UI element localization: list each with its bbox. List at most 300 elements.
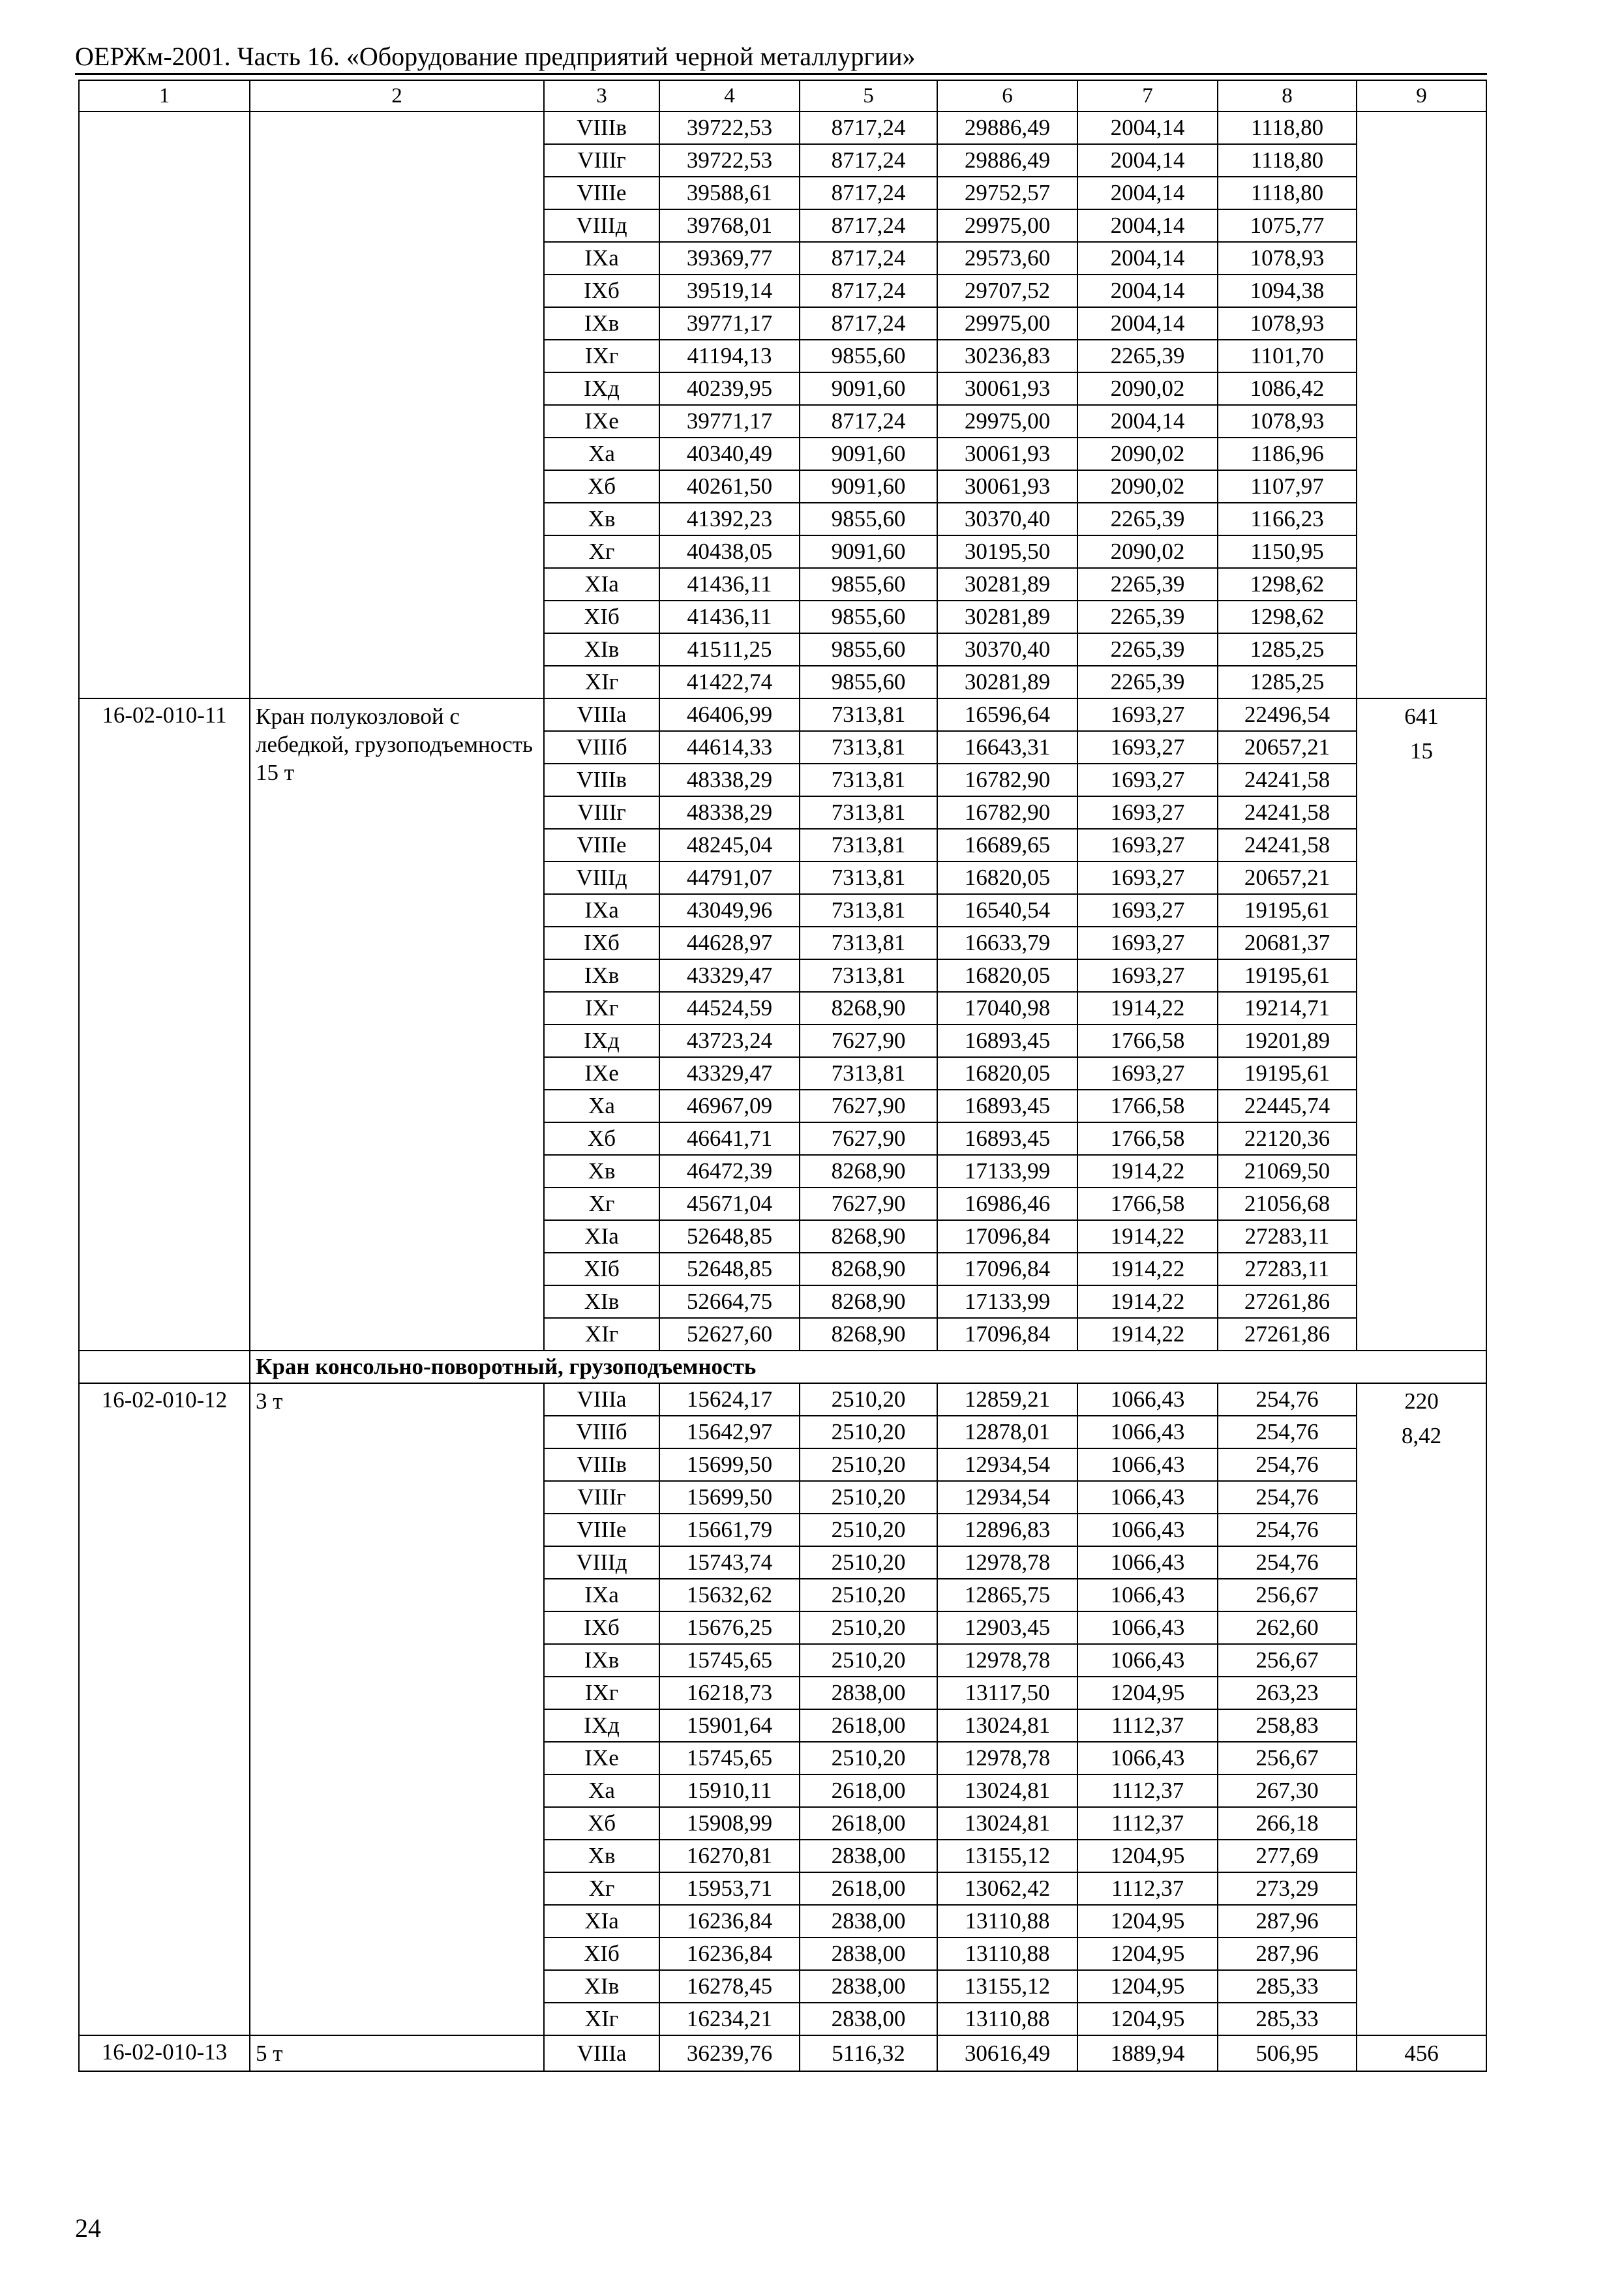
value-cell: 2004,14 bbox=[1077, 405, 1218, 438]
value-cell: 46641,71 bbox=[659, 1122, 800, 1155]
value-cell: 16820,05 bbox=[937, 1057, 1077, 1090]
value-cell: 2618,00 bbox=[800, 1872, 937, 1905]
value-cell: 16782,90 bbox=[937, 764, 1077, 796]
value-cell: 30061,93 bbox=[937, 438, 1077, 470]
value-cell: 41436,11 bbox=[659, 601, 800, 633]
table-body bbox=[79, 80, 1486, 2071]
value-cell: 2838,00 bbox=[800, 1905, 937, 1937]
value-cell: 52664,75 bbox=[659, 1285, 800, 1318]
value-cell: 1204,95 bbox=[1077, 1905, 1218, 1937]
value-cell: 52648,85 bbox=[659, 1253, 800, 1285]
zone-cell: IXв bbox=[544, 959, 659, 992]
value-cell: 2838,00 bbox=[800, 1937, 937, 1970]
page-header: ОЕРЖм-2001. Часть 16. «Оборудование предприятий черной металлургии» bbox=[75, 42, 916, 71]
extra-values bbox=[1357, 2035, 1486, 2071]
value-cell: 22445,74 bbox=[1218, 1090, 1357, 1122]
value-cell: 1204,95 bbox=[1077, 2003, 1218, 2035]
zone-cell: VIIIг bbox=[544, 144, 659, 177]
value-cell: 45671,04 bbox=[659, 1188, 800, 1220]
zone-cell: VIIIа bbox=[544, 698, 659, 731]
value-cell: 1693,27 bbox=[1077, 796, 1218, 829]
value-cell: 2618,00 bbox=[800, 1774, 937, 1807]
value-cell: 24241,58 bbox=[1218, 796, 1357, 829]
value-cell: 16820,05 bbox=[937, 861, 1077, 894]
zone-cell: XIг bbox=[544, 1318, 659, 1351]
value-cell: 9855,60 bbox=[800, 340, 937, 372]
value-cell: 20681,37 bbox=[1218, 927, 1357, 959]
zone-cell: IXг bbox=[544, 340, 659, 372]
value-cell: 9855,60 bbox=[800, 568, 937, 601]
value-cell: 287,96 bbox=[1218, 1937, 1357, 1970]
value-cell: 1118,80 bbox=[1218, 177, 1357, 209]
value-cell: 1101,70 bbox=[1218, 340, 1357, 372]
value-cell: 40340,49 bbox=[659, 438, 800, 470]
value-cell: 1766,58 bbox=[1077, 1090, 1218, 1122]
value-cell: 16218,73 bbox=[659, 1677, 800, 1709]
value-cell: 258,83 bbox=[1218, 1709, 1357, 1742]
value-cell: 1298,62 bbox=[1218, 601, 1357, 633]
value-cell: 1166,23 bbox=[1218, 503, 1357, 535]
value-cell: 39722,53 bbox=[659, 144, 800, 177]
value-cell: 1066,43 bbox=[1077, 1416, 1218, 1448]
value-cell: 20657,21 bbox=[1218, 861, 1357, 894]
value-cell: 19201,89 bbox=[1218, 1025, 1357, 1057]
zone-cell: XIг bbox=[544, 666, 659, 698]
value-cell: 1204,95 bbox=[1077, 1677, 1218, 1709]
value-cell: 8717,24 bbox=[800, 177, 937, 209]
value-cell: 1914,22 bbox=[1077, 992, 1218, 1025]
table-row bbox=[79, 698, 1486, 731]
value-cell: 2510,20 bbox=[800, 1742, 937, 1774]
value-cell: 8268,90 bbox=[800, 992, 937, 1025]
value-cell: 1107,97 bbox=[1218, 470, 1357, 503]
value-cell: 13117,50 bbox=[937, 1677, 1077, 1709]
value-cell: 1078,93 bbox=[1218, 307, 1357, 340]
value-cell: 2838,00 bbox=[800, 1970, 937, 2003]
value-cell: 2265,39 bbox=[1077, 633, 1218, 666]
value-cell: 44524,59 bbox=[659, 992, 800, 1025]
zone-cell: XIв bbox=[544, 1970, 659, 2003]
value-cell: 12934,54 bbox=[937, 1448, 1077, 1481]
zone-cell: IXе bbox=[544, 405, 659, 438]
zone-cell: VIIIд bbox=[544, 209, 659, 242]
zone-cell: VIIIг bbox=[544, 796, 659, 829]
value-cell: 8717,24 bbox=[800, 275, 937, 307]
rate-code: 16-02-010-12 bbox=[79, 1383, 250, 2035]
zone-cell: VIIIе bbox=[544, 829, 659, 861]
value-cell: 41194,13 bbox=[659, 340, 800, 372]
zone-cell: Xа bbox=[544, 1090, 659, 1122]
extra-value: 8,42 bbox=[1401, 1423, 1442, 1448]
zone-cell: VIIIе bbox=[544, 1514, 659, 1546]
value-cell: 2510,20 bbox=[800, 1383, 937, 1416]
equipment-name: 5 т bbox=[250, 2035, 544, 2071]
zone-cell: IXд bbox=[544, 372, 659, 405]
value-cell: 8268,90 bbox=[800, 1318, 937, 1351]
zone-cell: VIIIб bbox=[544, 1416, 659, 1448]
value-cell: 2510,20 bbox=[800, 1448, 937, 1481]
value-cell: 8717,24 bbox=[800, 405, 937, 438]
value-cell: 2510,20 bbox=[800, 1481, 937, 1514]
value-cell: 43329,47 bbox=[659, 959, 800, 992]
value-cell: 2004,14 bbox=[1077, 275, 1218, 307]
value-cell: 7313,81 bbox=[800, 731, 937, 764]
value-cell: 262,60 bbox=[1218, 1611, 1357, 1644]
value-cell: 39771,17 bbox=[659, 307, 800, 340]
value-cell: 16893,45 bbox=[937, 1025, 1077, 1057]
value-cell: 1693,27 bbox=[1077, 861, 1218, 894]
value-cell: 15699,50 bbox=[659, 1448, 800, 1481]
value-cell: 2265,39 bbox=[1077, 340, 1218, 372]
value-cell: 16234,21 bbox=[659, 2003, 800, 2035]
zone-cell: IXв bbox=[544, 1644, 659, 1677]
value-cell: 30061,93 bbox=[937, 372, 1077, 405]
value-cell: 16820,05 bbox=[937, 959, 1077, 992]
value-cell: 9855,60 bbox=[800, 503, 937, 535]
value-cell: 1066,43 bbox=[1077, 1448, 1218, 1481]
value-cell: 22120,36 bbox=[1218, 1122, 1357, 1155]
value-cell: 15642,97 bbox=[659, 1416, 800, 1448]
value-cell: 2510,20 bbox=[800, 1514, 937, 1546]
extra-value: 456 bbox=[1404, 2041, 1439, 2066]
value-cell: 39768,01 bbox=[659, 209, 800, 242]
value-cell: 40261,50 bbox=[659, 470, 800, 503]
value-cell: 254,76 bbox=[1218, 1481, 1357, 1514]
value-cell: 277,69 bbox=[1218, 1840, 1357, 1872]
rate-code: 16-02-010-11 bbox=[79, 698, 250, 1351]
value-cell: 9091,60 bbox=[800, 470, 937, 503]
column-header-row bbox=[79, 80, 1486, 112]
value-cell: 17096,84 bbox=[937, 1318, 1077, 1351]
value-cell: 44628,97 bbox=[659, 927, 800, 959]
section-row bbox=[79, 1351, 1486, 1383]
value-cell: 46406,99 bbox=[659, 698, 800, 731]
value-cell: 2090,02 bbox=[1077, 535, 1218, 568]
zone-cell: XIа bbox=[544, 1220, 659, 1253]
value-cell: 41422,74 bbox=[659, 666, 800, 698]
zone-cell: IXб bbox=[544, 275, 659, 307]
value-cell: 30616,49 bbox=[937, 2035, 1077, 2071]
value-cell: 44791,07 bbox=[659, 861, 800, 894]
value-cell: 17096,84 bbox=[937, 1253, 1077, 1285]
value-cell: 1078,93 bbox=[1218, 405, 1357, 438]
value-cell: 1766,58 bbox=[1077, 1188, 1218, 1220]
value-cell: 7313,81 bbox=[800, 861, 937, 894]
zone-cell: IXе bbox=[544, 1057, 659, 1090]
column-header-5: 5 bbox=[800, 80, 937, 112]
value-cell: 9091,60 bbox=[800, 438, 937, 470]
value-cell: 1204,95 bbox=[1077, 1970, 1218, 2003]
value-cell: 7313,81 bbox=[800, 829, 937, 861]
value-cell: 39369,77 bbox=[659, 242, 800, 275]
value-cell: 1078,93 bbox=[1218, 242, 1357, 275]
value-cell: 1914,22 bbox=[1077, 1155, 1218, 1188]
value-cell: 12978,78 bbox=[937, 1546, 1077, 1579]
zone-cell: Xб bbox=[544, 1122, 659, 1155]
value-cell: 2838,00 bbox=[800, 2003, 937, 2035]
value-cell: 16540,54 bbox=[937, 894, 1077, 927]
value-cell: 21056,68 bbox=[1218, 1188, 1357, 1220]
value-cell: 12878,01 bbox=[937, 1416, 1077, 1448]
rate-code: 16-02-010-13 bbox=[79, 2035, 250, 2071]
value-cell: 46472,39 bbox=[659, 1155, 800, 1188]
zone-cell: Xг bbox=[544, 1872, 659, 1905]
value-cell: 43329,47 bbox=[659, 1057, 800, 1090]
value-cell: 8268,90 bbox=[800, 1220, 937, 1253]
value-cell: 15743,74 bbox=[659, 1546, 800, 1579]
zone-cell: VIIIв bbox=[544, 764, 659, 796]
section-title: Кран консольно-поворотный, грузоподъемность bbox=[250, 1351, 1486, 1383]
value-cell: 2510,20 bbox=[800, 1416, 937, 1448]
zone-cell: XIб bbox=[544, 1253, 659, 1285]
zone-cell: XIг bbox=[544, 2003, 659, 2035]
value-cell: 12978,78 bbox=[937, 1742, 1077, 1774]
value-cell: 2510,20 bbox=[800, 1644, 937, 1677]
value-cell: 16689,65 bbox=[937, 829, 1077, 861]
value-cell: 16986,46 bbox=[937, 1188, 1077, 1220]
value-cell: 2004,14 bbox=[1077, 177, 1218, 209]
zone-cell: IXг bbox=[544, 1677, 659, 1709]
column-header-1: 1 bbox=[79, 80, 250, 112]
value-cell: 30281,89 bbox=[937, 601, 1077, 633]
value-cell: 27261,86 bbox=[1218, 1318, 1357, 1351]
value-cell: 15632,62 bbox=[659, 1579, 800, 1611]
value-cell: 30370,40 bbox=[937, 633, 1077, 666]
zone-cell: XIв bbox=[544, 633, 659, 666]
value-cell: 9855,60 bbox=[800, 666, 937, 698]
value-cell: 13024,81 bbox=[937, 1709, 1077, 1742]
value-cell: 2090,02 bbox=[1077, 372, 1218, 405]
value-cell: 15745,65 bbox=[659, 1644, 800, 1677]
value-cell: 2510,20 bbox=[800, 1546, 937, 1579]
value-cell: 1075,77 bbox=[1218, 209, 1357, 242]
value-cell: 12934,54 bbox=[937, 1481, 1077, 1514]
column-header-7: 7 bbox=[1077, 80, 1218, 112]
value-cell: 506,95 bbox=[1218, 2035, 1357, 2071]
value-cell: 1693,27 bbox=[1077, 764, 1218, 796]
value-cell: 17096,84 bbox=[937, 1220, 1077, 1253]
value-cell: 52648,85 bbox=[659, 1220, 800, 1253]
value-cell: 285,33 bbox=[1218, 2003, 1357, 2035]
value-cell: 7627,90 bbox=[800, 1090, 937, 1122]
zone-cell: Xг bbox=[544, 535, 659, 568]
value-cell: 16236,84 bbox=[659, 1905, 800, 1937]
value-cell: 7313,81 bbox=[800, 927, 937, 959]
value-cell: 29975,00 bbox=[937, 405, 1077, 438]
value-cell: 2618,00 bbox=[800, 1807, 937, 1840]
value-cell: 2265,39 bbox=[1077, 601, 1218, 633]
value-cell: 12978,78 bbox=[937, 1644, 1077, 1677]
value-cell: 19195,61 bbox=[1218, 959, 1357, 992]
value-cell: 13024,81 bbox=[937, 1774, 1077, 1807]
extra-values bbox=[1357, 112, 1486, 698]
zone-cell: VIIIв bbox=[544, 1448, 659, 1481]
zone-cell: VIIIа bbox=[544, 1383, 659, 1416]
column-header-8: 8 bbox=[1218, 80, 1357, 112]
table-row bbox=[79, 1383, 1486, 1416]
header-rule bbox=[75, 73, 1487, 75]
value-cell: 8717,24 bbox=[800, 112, 937, 144]
extra-value: 220 bbox=[1404, 1388, 1439, 1414]
value-cell: 48338,29 bbox=[659, 796, 800, 829]
value-cell: 254,76 bbox=[1218, 1546, 1357, 1579]
value-cell: 12903,45 bbox=[937, 1611, 1077, 1644]
value-cell: 254,76 bbox=[1218, 1416, 1357, 1448]
value-cell: 254,76 bbox=[1218, 1514, 1357, 1546]
zone-cell: Xв bbox=[544, 1155, 659, 1188]
zone-cell: IXд bbox=[544, 1709, 659, 1742]
value-cell: 7627,90 bbox=[800, 1122, 937, 1155]
rates-table bbox=[78, 80, 1487, 2072]
value-cell: 1298,62 bbox=[1218, 568, 1357, 601]
value-cell: 7313,81 bbox=[800, 796, 937, 829]
value-cell: 29707,52 bbox=[937, 275, 1077, 307]
value-cell: 19214,71 bbox=[1218, 992, 1357, 1025]
value-cell: 24241,58 bbox=[1218, 829, 1357, 861]
value-cell: 1914,22 bbox=[1077, 1318, 1218, 1351]
value-cell: 30281,89 bbox=[937, 666, 1077, 698]
value-cell: 1186,96 bbox=[1218, 438, 1357, 470]
value-cell: 16236,84 bbox=[659, 1937, 800, 1970]
value-cell: 40239,95 bbox=[659, 372, 800, 405]
value-cell: 29573,60 bbox=[937, 242, 1077, 275]
column-header-4: 4 bbox=[659, 80, 800, 112]
value-cell: 1150,95 bbox=[1218, 535, 1357, 568]
value-cell: 16270,81 bbox=[659, 1840, 800, 1872]
value-cell: 48338,29 bbox=[659, 764, 800, 796]
value-cell: 39519,14 bbox=[659, 275, 800, 307]
value-cell: 1693,27 bbox=[1077, 927, 1218, 959]
zone-cell: Xв bbox=[544, 1840, 659, 1872]
section-spacer bbox=[79, 1351, 250, 1383]
zone-cell: IXе bbox=[544, 1742, 659, 1774]
value-cell: 39588,61 bbox=[659, 177, 800, 209]
value-cell: 1112,37 bbox=[1077, 1774, 1218, 1807]
value-cell: 29886,49 bbox=[937, 144, 1077, 177]
value-cell: 2265,39 bbox=[1077, 568, 1218, 601]
zone-cell: Xв bbox=[544, 503, 659, 535]
zone-cell: XIв bbox=[544, 1285, 659, 1318]
value-cell: 2838,00 bbox=[800, 1677, 937, 1709]
value-cell: 2510,20 bbox=[800, 1579, 937, 1611]
value-cell: 9091,60 bbox=[800, 535, 937, 568]
value-cell: 15661,79 bbox=[659, 1514, 800, 1546]
value-cell: 16893,45 bbox=[937, 1122, 1077, 1155]
value-cell: 15910,11 bbox=[659, 1774, 800, 1807]
value-cell: 1094,38 bbox=[1218, 275, 1357, 307]
zone-cell: XIб bbox=[544, 1937, 659, 1970]
column-header-3: 3 bbox=[544, 80, 659, 112]
equipment-name: 3 т bbox=[250, 1383, 544, 2035]
value-cell: 15745,65 bbox=[659, 1742, 800, 1774]
zone-cell: XIа bbox=[544, 568, 659, 601]
value-cell: 2510,20 bbox=[800, 1611, 937, 1644]
value-cell: 1112,37 bbox=[1077, 1709, 1218, 1742]
value-cell: 52627,60 bbox=[659, 1318, 800, 1351]
value-cell: 36239,76 bbox=[659, 2035, 800, 2071]
value-cell: 7313,81 bbox=[800, 894, 937, 927]
value-cell: 2004,14 bbox=[1077, 307, 1218, 340]
zone-cell: IXа bbox=[544, 242, 659, 275]
value-cell: 256,67 bbox=[1218, 1579, 1357, 1611]
value-cell: 15901,64 bbox=[659, 1709, 800, 1742]
value-cell: 29975,00 bbox=[937, 307, 1077, 340]
value-cell: 1766,58 bbox=[1077, 1025, 1218, 1057]
value-cell: 1889,94 bbox=[1077, 2035, 1218, 2071]
value-cell: 254,76 bbox=[1218, 1448, 1357, 1481]
value-cell: 1285,25 bbox=[1218, 633, 1357, 666]
value-cell: 2004,14 bbox=[1077, 144, 1218, 177]
value-cell: 1204,95 bbox=[1077, 1937, 1218, 1970]
value-cell: 13155,12 bbox=[937, 1970, 1077, 2003]
value-cell: 41436,11 bbox=[659, 568, 800, 601]
equipment-name bbox=[250, 112, 544, 698]
value-cell: 1914,22 bbox=[1077, 1253, 1218, 1285]
value-cell: 263,23 bbox=[1218, 1677, 1357, 1709]
value-cell: 2265,39 bbox=[1077, 666, 1218, 698]
value-cell: 7313,81 bbox=[800, 959, 937, 992]
zone-cell: VIIIв bbox=[544, 112, 659, 144]
value-cell: 8717,24 bbox=[800, 307, 937, 340]
value-cell: 9855,60 bbox=[800, 633, 937, 666]
value-cell: 1693,27 bbox=[1077, 894, 1218, 927]
value-cell: 254,76 bbox=[1218, 1383, 1357, 1416]
value-cell: 287,96 bbox=[1218, 1905, 1357, 1937]
value-cell: 7627,90 bbox=[800, 1025, 937, 1057]
value-cell: 7313,81 bbox=[800, 764, 937, 796]
zone-cell: VIIIд bbox=[544, 861, 659, 894]
table-row bbox=[79, 112, 1486, 144]
value-cell: 8268,90 bbox=[800, 1253, 937, 1285]
value-cell: 13110,88 bbox=[937, 2003, 1077, 2035]
value-cell: 8717,24 bbox=[800, 242, 937, 275]
value-cell: 2838,00 bbox=[800, 1840, 937, 1872]
value-cell: 9091,60 bbox=[800, 372, 937, 405]
value-cell: 17040,98 bbox=[937, 992, 1077, 1025]
value-cell: 8268,90 bbox=[800, 1285, 937, 1318]
value-cell: 1066,43 bbox=[1077, 1481, 1218, 1514]
value-cell: 1118,80 bbox=[1218, 144, 1357, 177]
extra-value: 641 bbox=[1404, 704, 1439, 729]
value-cell: 1285,25 bbox=[1218, 666, 1357, 698]
value-cell: 8717,24 bbox=[800, 144, 937, 177]
value-cell: 27261,86 bbox=[1218, 1285, 1357, 1318]
value-cell: 39722,53 bbox=[659, 112, 800, 144]
equipment-name: Кран полукозловой с лебедкой, грузоподъемность 15 т bbox=[250, 698, 544, 1351]
extra-value: 15 bbox=[1410, 738, 1433, 764]
value-cell: 7627,90 bbox=[800, 1188, 937, 1220]
value-cell: 29752,57 bbox=[937, 177, 1077, 209]
value-cell: 9855,60 bbox=[800, 601, 937, 633]
value-cell: 30236,83 bbox=[937, 340, 1077, 372]
value-cell: 7313,81 bbox=[800, 698, 937, 731]
value-cell: 19195,61 bbox=[1218, 1057, 1357, 1090]
value-cell: 13062,42 bbox=[937, 1872, 1077, 1905]
value-cell: 5116,32 bbox=[800, 2035, 937, 2071]
page-number: 24 bbox=[75, 2213, 101, 2243]
zone-cell: Xг bbox=[544, 1188, 659, 1220]
value-cell: 12896,83 bbox=[937, 1514, 1077, 1546]
zone-cell: IXб bbox=[544, 1611, 659, 1644]
value-cell: 1693,27 bbox=[1077, 698, 1218, 731]
value-cell: 48245,04 bbox=[659, 829, 800, 861]
value-cell: 2618,00 bbox=[800, 1709, 937, 1742]
value-cell: 1693,27 bbox=[1077, 731, 1218, 764]
zone-cell: IXг bbox=[544, 992, 659, 1025]
value-cell: 41392,23 bbox=[659, 503, 800, 535]
value-cell: 13110,88 bbox=[937, 1937, 1077, 1970]
value-cell: 1066,43 bbox=[1077, 1579, 1218, 1611]
